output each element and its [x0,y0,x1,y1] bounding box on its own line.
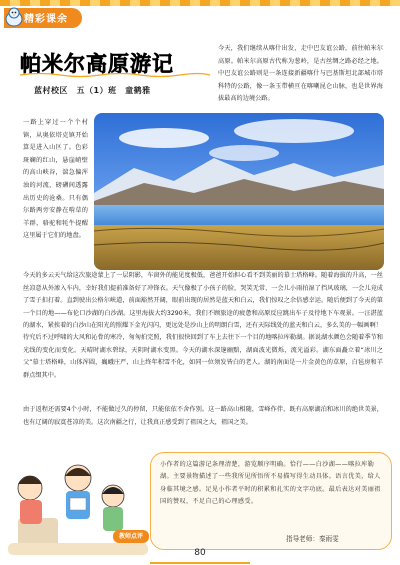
header-stripe [0,0,400,6]
paragraph-return: 由于返程还需要4个小时，不能做过久的停留，只能依依不舍作别。这一路高山相随，雪峰作伴，既有高原湖泊和冰川的绝世美景，也有辽阔的寂寞苍凉的美。这次南疆之行，让我真正感受到了祖国之大，祖国之美。 [23,406,383,426]
article-author: 蓝村校区 五（1）班 童鹤雅 [34,86,151,95]
paragraph-villages: 一路上穿过一个个村镇，从奥依塔克镇开始算是进入山区了。色彩斑斓的红山，悬崖峭壁的高山峡谷，湍急偏浑浊的河流，磅礴间透露出历史的沧桑。只有偶尔路两旁安静在啃草的羊群，骆驼和牦牛提醒这里属于它们的地盘。 [23,119,88,240]
landscape-photo [94,113,384,270]
bird-icon [4,6,24,28]
paragraph-intro: 今天，我们继续从喀什出发，走中巴友谊公路，前往帕米尔高原。帕米尔高原古代称为葱岭，是古丝绸之路必经之地。中巴友谊公路则是一条连接新疆喀什与巴基斯坦北部城市塔科特的公路，像一条玉带横亘在喀喇昆仑山脉，也是世界海拔最高的边境公路。 [218,45,383,103]
paragraph-journey: 今天的多云天气给这次旅途蒙上了一层阴影，车窗外的能见度极低，爸爸开始担心看不到美丽的慕士塔格峰。随着海拔的升高，一丝丝凉意从外渗入车内，幸好我们提前准备好了冲锋衣。天气像极了小孩子的脸，哭笑无常，一会儿小雨拍湿了挡风玻璃，一会儿竟成了雪子扣打着。直到驶出公格尔峡道，前面豁然开阔，眼前出现的居然是蓝天和白云，我们惊叹之余倍感幸运。随后便到了今天的第一个目的地——布伦口沙湖的白沙湖。这里海拔大约3290米，我们不顾旅途的疲惫和高原反应跳出车子及待地下车观景。一汪湛蓝的湖水，紧挨着的白沙山在阳光的照耀下金光闪闪，更远处是沙山上的明朗白雪，还有天际线处的蓝天和白云，多么美的一幅画啊！ [23,272,383,330]
footer-bar [150,562,250,564]
teacher-signature: 指导老师：秦雨雯 [286,535,339,543]
section-title: 精彩课余 [24,14,68,25]
page-header [0,0,400,32]
paragraph-lake: 待究后不过呼啸的大风和沁骨的寒冷，匆匆拍完照，我们很快回到了车上去往下一个目的地喀拉库勒湖。据说湖水颜色会随着季节和光线的变化而变化。天晴时湖水碧绿，天阴时湖水变黑。今天的湖水深邃幽黯，湖面波光微烁，流光溢彩。湖东面矗立着“冰川之父”慕士塔格峰，山体浑圆，巍峨庄严，山上终年积雪不化，如同一位须发皆白的老人。湖的南面是一片金黄色的草原，白毡房和羊群点缀其中。 [23,334,383,379]
teacher-comment: 小作者的这篇游记条理清楚，游览顺序明确。恰行——白沙湖——喀拉库勒湖。主要景物描述了一些我所见所悟所不易描写得生动具体。语言优美，给人身临其境之感。足见小作者平时的积累和扎实的文字功底。最后表达对美丽祖国的赞叹，不足自己的心理感受。 [160,461,381,506]
page-number: 80 [194,548,206,558]
article-title: 帕米尔高原游记 [20,51,174,76]
comment-tag: 教师点评 [113,530,149,543]
title-underline [20,72,210,78]
